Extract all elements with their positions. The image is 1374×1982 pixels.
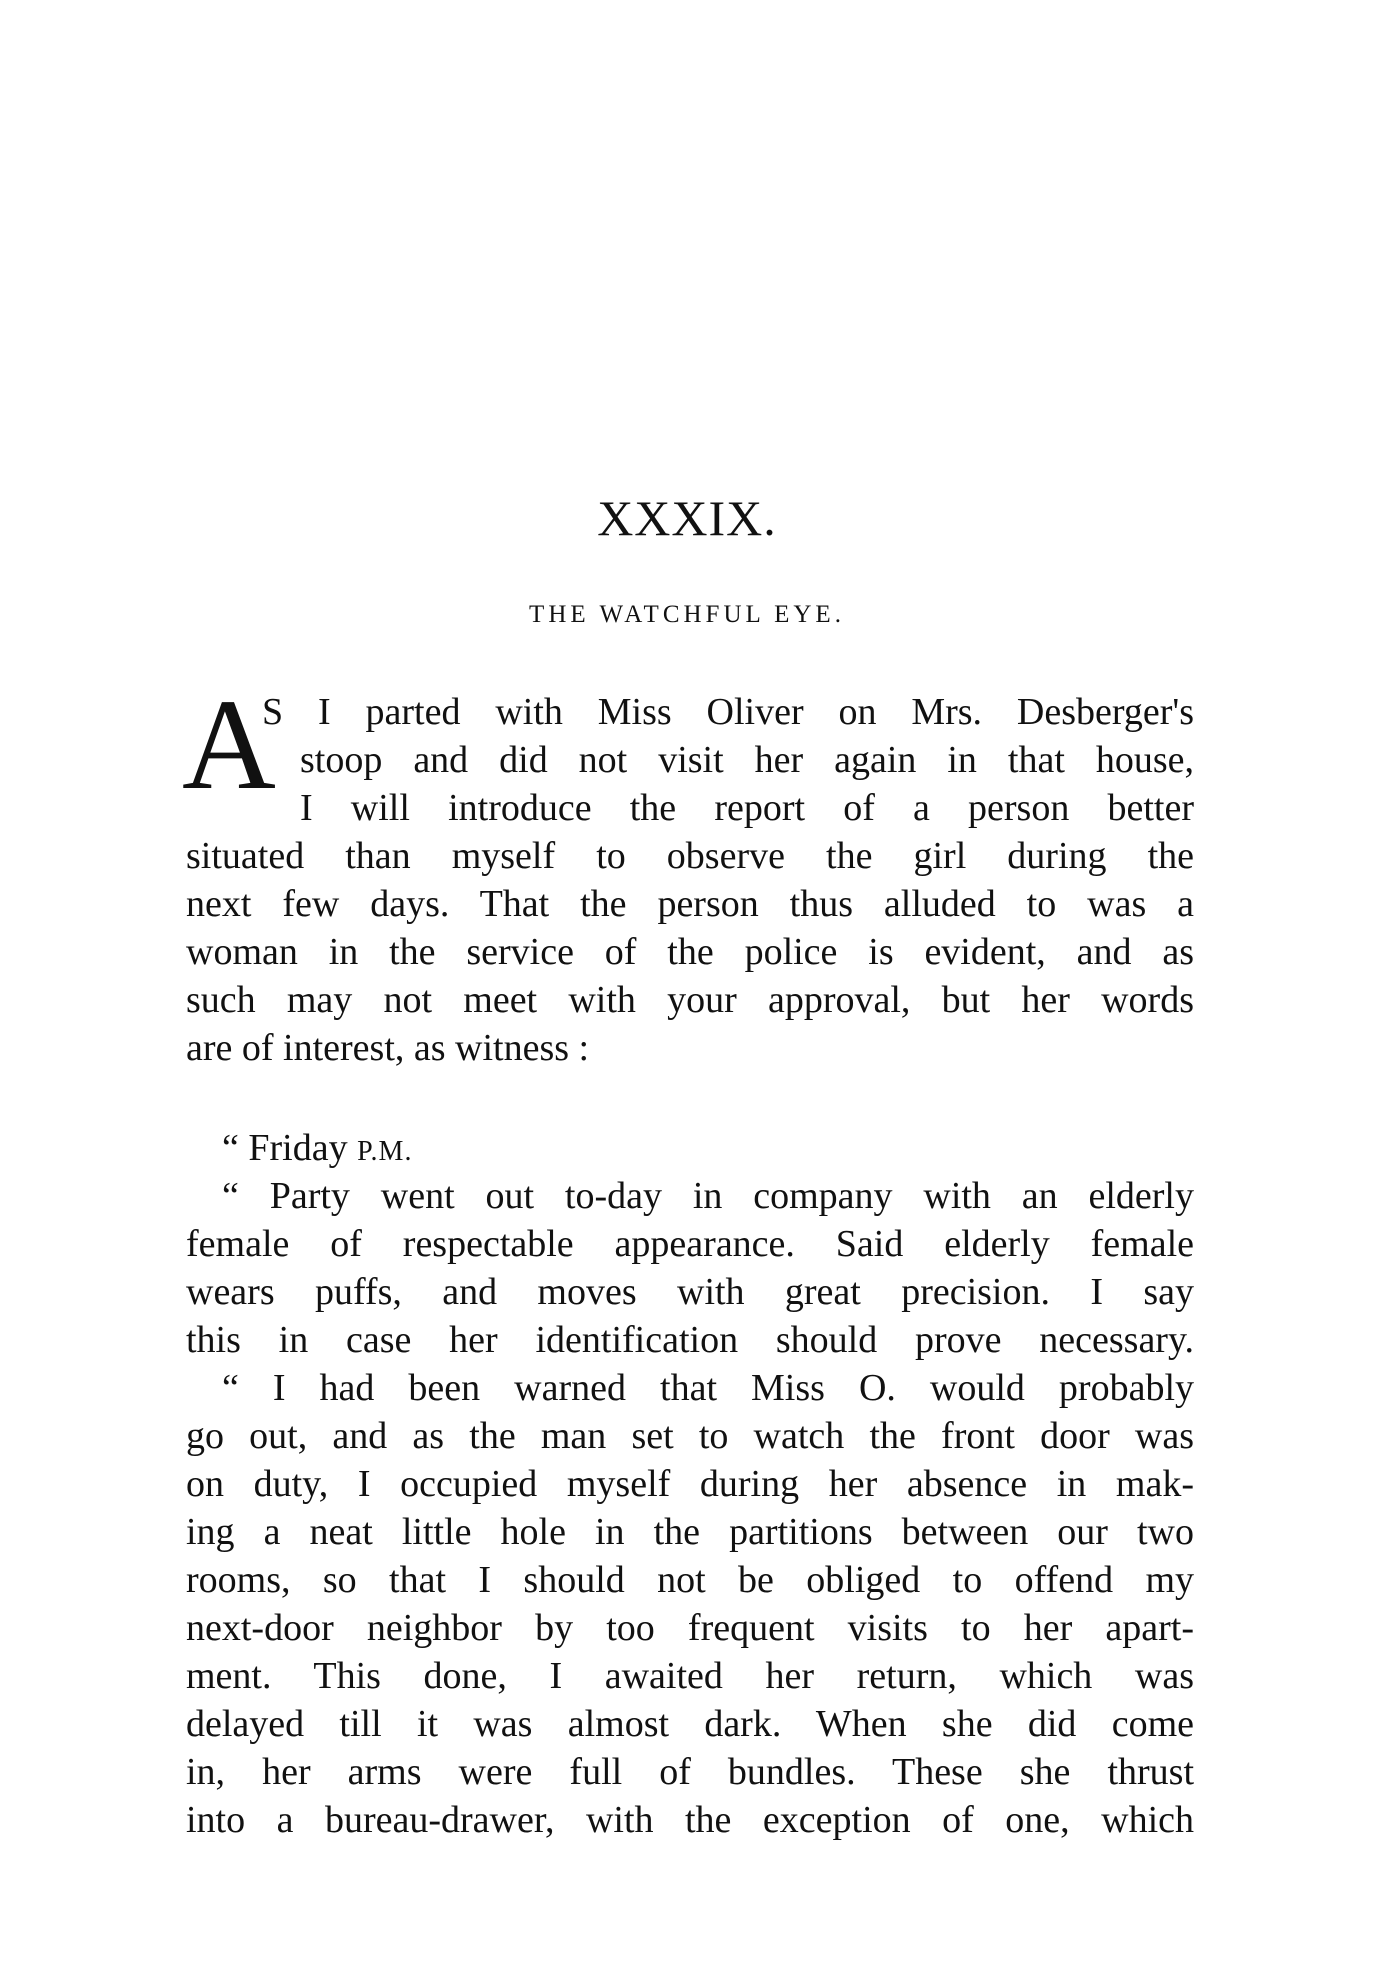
report-line-4: this in case her identification should prove necessary. xyxy=(186,1319,1194,1361)
para1-line-4: situated than myself to observe the girl during the xyxy=(186,835,1194,877)
report-line-14: into a bureau-drawer, with the exception of one, which xyxy=(186,1799,1194,1841)
report-line-6: go out, and as the man set to watch the front door was xyxy=(186,1415,1194,1457)
report-line-5: “ I had been warned that Miss O. would probably xyxy=(222,1367,1194,1409)
report-line-3: wears puffs, and moves with great precision. I say xyxy=(186,1271,1194,1313)
report-line-12: delayed till it was almost dark. When she did come xyxy=(186,1703,1194,1745)
report-line-2: female of respectable appearance. Said elderly female xyxy=(186,1223,1194,1265)
report-heading xyxy=(222,1124,412,1176)
report-heading-day: “ Friday xyxy=(222,1127,358,1169)
drop-cap: A xyxy=(182,673,276,817)
para1-line-8: are of interest, as witness : xyxy=(186,1027,590,1069)
report-line-11: ment. This done, I awaited her return, which was xyxy=(186,1655,1194,1697)
para1-line-3: I will introduce the report of a person better xyxy=(300,787,1194,829)
chapter-number: XXXIX. xyxy=(597,490,777,546)
report-line-10: next-door neighbor by too frequent visits to her apart- xyxy=(186,1607,1194,1649)
chapter-title: THE WATCHFUL EYE. xyxy=(529,601,845,628)
report-heading-time: P.M. xyxy=(357,1136,413,1167)
para1-line-5: next few days. That the person thus alluded to was a xyxy=(186,883,1194,925)
para1-line-2: stoop and did not visit her again in that house, xyxy=(300,739,1194,781)
report-line-13: in, her arms were full of bundles. These she thrust xyxy=(186,1751,1194,1793)
para1-line-6: woman in the service of the police is evident, and as xyxy=(186,931,1194,973)
report-line-8: ing a neat little hole in the partitions between our two xyxy=(186,1511,1194,1553)
report-line-7: on duty, I occupied myself during her absence in mak- xyxy=(186,1463,1194,1505)
paragraph-intro-rest xyxy=(186,832,1194,1072)
report-line-9: rooms, so that I should not be obliged to offend my xyxy=(186,1559,1194,1601)
report-body xyxy=(186,1172,1194,1844)
para1-line-1: S I parted with Miss Oliver on Mrs. Desberger's xyxy=(262,691,1194,733)
para1-line-7: such may not meet with your approval, but her words xyxy=(186,979,1194,1021)
report-line-1: “ Party went out to-day in company with an elderly xyxy=(222,1175,1194,1217)
